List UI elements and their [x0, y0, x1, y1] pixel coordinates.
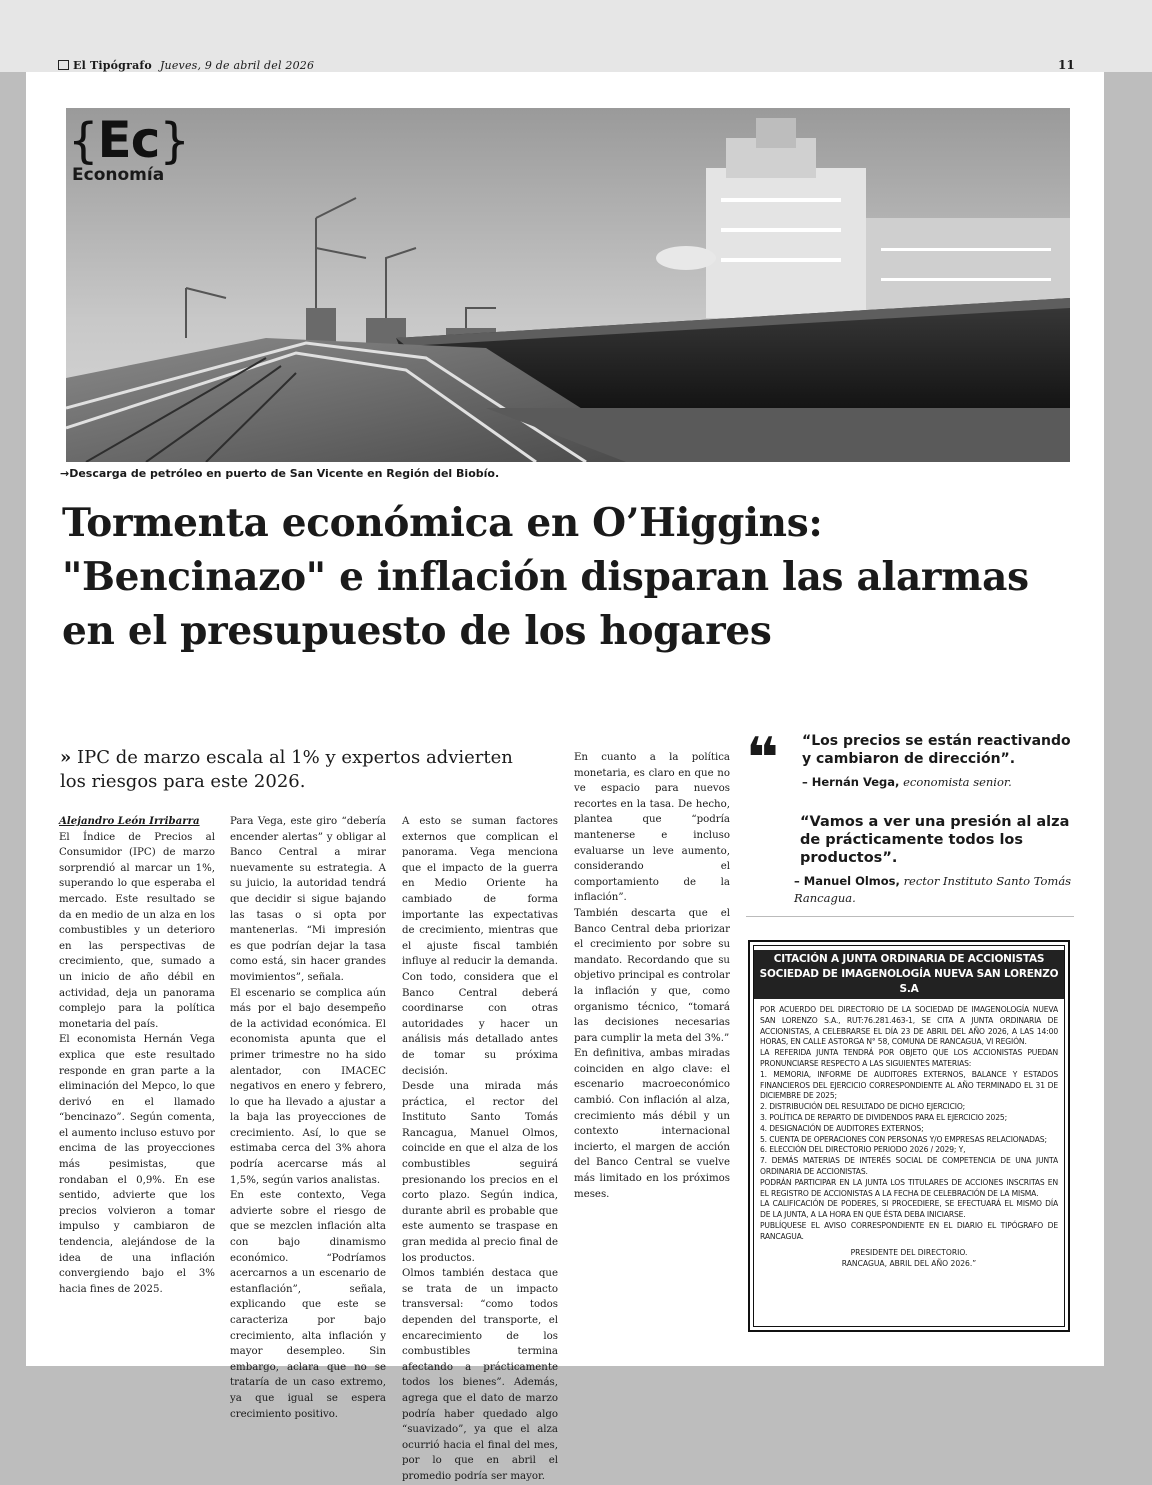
notice-title-line-1: CITACIÓN A JUNTA ORDINARIA DE ACCIONISTAS	[773, 953, 1045, 965]
article-paragraph: Olmos también destaca que se trata de un impacto transversal: “como todos dependen del transporte, el encarecimiento de los combustibles termina afectando a prácticamente todos los bienes”. Además, agrega que el dato de marzo podría haber quedado algo “suavizado”, ya que el alza ocurrió hacia el final del mes, por lo que en abril el promedio podría ser mayor.	[402, 1268, 558, 1482]
quote-role: rector Instituto Santo Tomás Rancagua.	[794, 874, 1072, 905]
article-paragraph: El escenario se complica aún más por el bajo desempeño de la actividad económica. El economista apunta que el primer trimestre no ha sido alentador, con IMACEC negativos en enero y febrero, lo que ha llevado a ajustar a la baja las proyecciones de crecimiento. Así, lo que se estimaba cerca del 3% ahora podría acercarse más al 1,5%, según varios analistas.	[230, 987, 386, 1186]
legal-notice	[748, 940, 1070, 1332]
quote-text: “Vamos a ver una presión al alza de prácticamente todos los productos”.	[800, 814, 1070, 866]
section-tag	[68, 112, 198, 212]
deck-marker: »	[60, 747, 72, 768]
article-paragraph: Para Vega, este giro “debería encender alertas” y obligar al Banco Central a mirar nuevamente su estrategia. A su juicio, la autoridad tendrá que decidir si sigue bajando las tasas o si opta por mantenerlas. “Mi impresión es que podrían dejar la tasa como está, sin hacer grandes movimientos”, señala.	[230, 816, 386, 983]
notice-title-line-2: SOCIEDAD DE IMAGENOLOGÍA NUEVA SAN LORENZO S.A	[759, 968, 1059, 995]
article-paragraph: Desde una mirada más práctica, el rector del Instituto Santo Tomás Rancagua, Manuel Olmos, coincide en que el alza de los combustibles seguirá presionando los precios en el corto plazo. Según indica, durante abril es probable que este aumento se traspase en gran medida al precio final de los productos.	[402, 1081, 558, 1264]
photo-caption	[60, 467, 499, 480]
deck-text: IPC de marzo escala al 1% y expertos advierten los riesgos para este 2026.	[60, 747, 513, 792]
headline-line-3: en el presupuesto de los hogares	[62, 608, 772, 654]
notice-paragraph: LA REFERIDA JUNTA TENDRÁ POR OBJETO QUE LOS ACCIONISTAS PUEDAN PRONUNCIARSE RESPECTO A LAS SIGUIENTES MATERIAS:	[760, 1048, 1058, 1068]
quote-text: “Los precios se están reactivando y cambiaron de dirección”.	[802, 733, 1071, 767]
notice-body	[760, 1005, 1058, 1243]
quote-attribution	[802, 774, 1076, 791]
headline	[62, 496, 1072, 658]
quote-mark-icon: ❝	[746, 726, 779, 791]
notice-paragraph: PUBLÍQUESE EL AVISO CORRESPONDIENTE EN EL DIARIO EL TIPÓGRAFO DE RANCAGUA.	[760, 1220, 1058, 1241]
section-code: {Ec}	[68, 111, 189, 169]
arrow-right-icon: →	[60, 467, 70, 480]
section-code-text: Ec	[97, 111, 160, 169]
newspaper-logo-icon	[58, 60, 69, 70]
masthead-date: Jueves, 9 de abril del 2026	[159, 59, 315, 72]
article-column-2	[230, 814, 386, 1422]
pull-quotes	[746, 726, 1076, 907]
article-paragraph: El economista Hernán Vega explica que este resultado responde en gran parte a la eliminación del Mepco, lo que derivó en el llamado “bencinazo”. Según comenta, el aumento incluso estuvo por encima de las proyecciones más pesimistas, que rondaban el 0,9%. En ese sentido, advierte que los precios volvieron a tomar impulso y cambiaron de tendencia, alejándose de la idea de una inflación convergiendo bajo el 3% hacia fines de 2025.	[59, 1034, 215, 1295]
quote-name: – Manuel Olmos,	[794, 874, 900, 888]
notice-title	[754, 950, 1064, 999]
article-column-1	[59, 814, 215, 1297]
masthead-paper: El Tipógrafo	[73, 59, 152, 72]
byline: Alejandro León Irribarra	[59, 815, 200, 827]
notice-item: 7. DEMÁS MATERIAS DE INTERÉS SOCIAL DE COMPETENCIA DE UNA JUNTA ORDINARIA DE ACCIONISTAS.	[760, 1156, 1058, 1176]
pull-quote-2	[746, 813, 1076, 907]
divider	[746, 916, 1074, 917]
page-number: 11	[1058, 58, 1075, 72]
photo-caption-text: Descarga de petróleo en puerto de San Vicente en Región del Biobío.	[69, 467, 500, 480]
notice-item: 5. CUENTA DE OPERACIONES CON PERSONAS Y/O EMPRESAS RELACIONADAS;	[760, 1134, 1047, 1144]
article-paragraph: En cuanto a la política monetaria, es claro en que no ve espacio para nuevos recortes en la tasa. De hecho, plantea que “podría mantenerse e incluso evaluarse un leve aumento, considerando el comportamiento de la inflación”.	[574, 752, 730, 904]
notice-signature-line-1: PRESIDENTE DEL DIRECTORIO.	[850, 1247, 968, 1257]
notice-item: 2. DISTRIBUCIÓN DEL RESULTADO DE DICHO EJERCICIO;	[760, 1102, 966, 1112]
quote-name: – Hernán Vega,	[802, 775, 900, 789]
article-paragraph: El Índice de Precios al Consumidor (IPC) de marzo sorprendió al marcar un 1%, superando lo que esperaba el mercado. Este resultado se da en medio de un alza en los combustibles y un deterioro en las perspectivas de crecimiento, que, sumado a un inicio de año débil en actividad, deja un panorama complejo para la política monetaria del país.	[59, 831, 215, 1030]
notice-item: 3. POLÍTICA DE REPARTO DE DIVIDENDOS PARA EL EJERCICIO 2025;	[760, 1112, 1008, 1122]
notice-paragraph: PODRÁN PARTICIPAR EN LA JUNTA LOS TITULARES DE ACCIONES INSCRITAS EN EL REGISTRO DE ACCIONISTAS A LA FECHA DE CELEBRACIÓN DE LA MISMA.	[760, 1177, 1058, 1198]
quote-role: economista senior.	[903, 775, 1012, 789]
headline-line-2: "Bencinazo" e inflación disparan las alarmas	[62, 554, 1029, 600]
article-deck	[60, 746, 530, 794]
notice-signature-line-2: RANCAGUA, ABRIL DEL AÑO 2026.”	[841, 1258, 977, 1268]
article-paragraph: En este contexto, Vega advierte sobre el riesgo de que se mezclen inflación alta con bajo dinamismo económico. “Podríamos acercarnos a un escenario de estanflación”, señala, explicando que este se caracteriza por bajo crecimiento, alta inflación y mayor desempleo. Sin embargo, aclara que no se trataría de un caso extremo, ya que igual se espera crecimiento positivo.	[230, 1190, 386, 1420]
masthead	[58, 59, 314, 72]
headline-line-1: Tormenta económica en O’Higgins:	[62, 500, 823, 546]
notice-paragraph: LA CALIFICACIÓN DE PODERES, SI PROCEDIERE, SE EFECTUARÁ EL MISMO DÍA DE LA JUNTA, A LA HORA EN QUE ÉSTA DEBA INICIARSE.	[760, 1199, 1058, 1220]
pull-quote-1	[746, 726, 1076, 791]
notice-paragraph: POR ACUERDO DEL DIRECTORIO DE LA SOCIEDAD DE IMAGENOLOGÍA NUEVA SAN LORENZO S.A., RUT:76.281.463-1, SE CITA A JUNTA ORDINARIA DE ACCIONISTAS, A CELEBRARSE EL DÍA 23 DE ABRIL DEL AÑO 2026, A LAS 14:00 HORAS, EN CALLE ASTORGA N° 58, COMUNA DE RANCAGUA, VI REGIÓN.	[760, 1005, 1058, 1047]
article-paragraph: En definitiva, ambas miradas coinciden en algo clave: el escenario macroeconómico cambió. Con inflación al alza, crecimiento más débil y un contexto internacional incierto, el margen de acción del Banco Central se vuelve más limitado en los próximos meses.	[574, 1048, 730, 1200]
port-tanker-photo	[66, 108, 1070, 462]
notice-item: 1. MEMORIA, INFORME DE AUDITORES EXTERNOS, BALANCE Y ESTADOS FINANCIEROS DEL EJERCICIO CORRESPONDIENTE AL AÑO TERMINADO EL 31 DE DICIEMBRE DE 2025;	[760, 1069, 1058, 1101]
article-paragraph: También descarta que el Banco Central deba priorizar el crecimiento por sobre su mandato. Recordando que su objetivo principal es controlar la inflación y que, como organismo técnico, “tomará las decisiones necesarias para cumplir la meta del 3%.”	[574, 907, 730, 1044]
notice-item: 6. ELECCIÓN DEL DIRECTORIO PERIODO 2026 / 2029; Y,	[760, 1145, 966, 1155]
article-column-3	[402, 814, 558, 1485]
article-column-4	[574, 750, 730, 1202]
newspaper-page	[26, 72, 1104, 1482]
article-paragraph: A esto se suman factores externos que complican el panorama. Vega menciona que el impacto de la guerra en Medio Oriente ha cambiado de forma importante las expectativas de crecimiento, mientras que el ajuste fiscal también influye al reducir la demanda. Con todo, considera que el Banco Central deberá coordinarse con otras autoridades y hacer un análisis más detallado antes de tomar su próxima decisión.	[402, 816, 558, 1077]
notice-signature	[760, 1247, 1058, 1269]
quote-attribution	[794, 873, 1076, 907]
notice-item: 4. DESIGNACIÓN DE AUDITORES EXTERNOS;	[760, 1123, 924, 1133]
section-name: Economía	[72, 165, 165, 185]
